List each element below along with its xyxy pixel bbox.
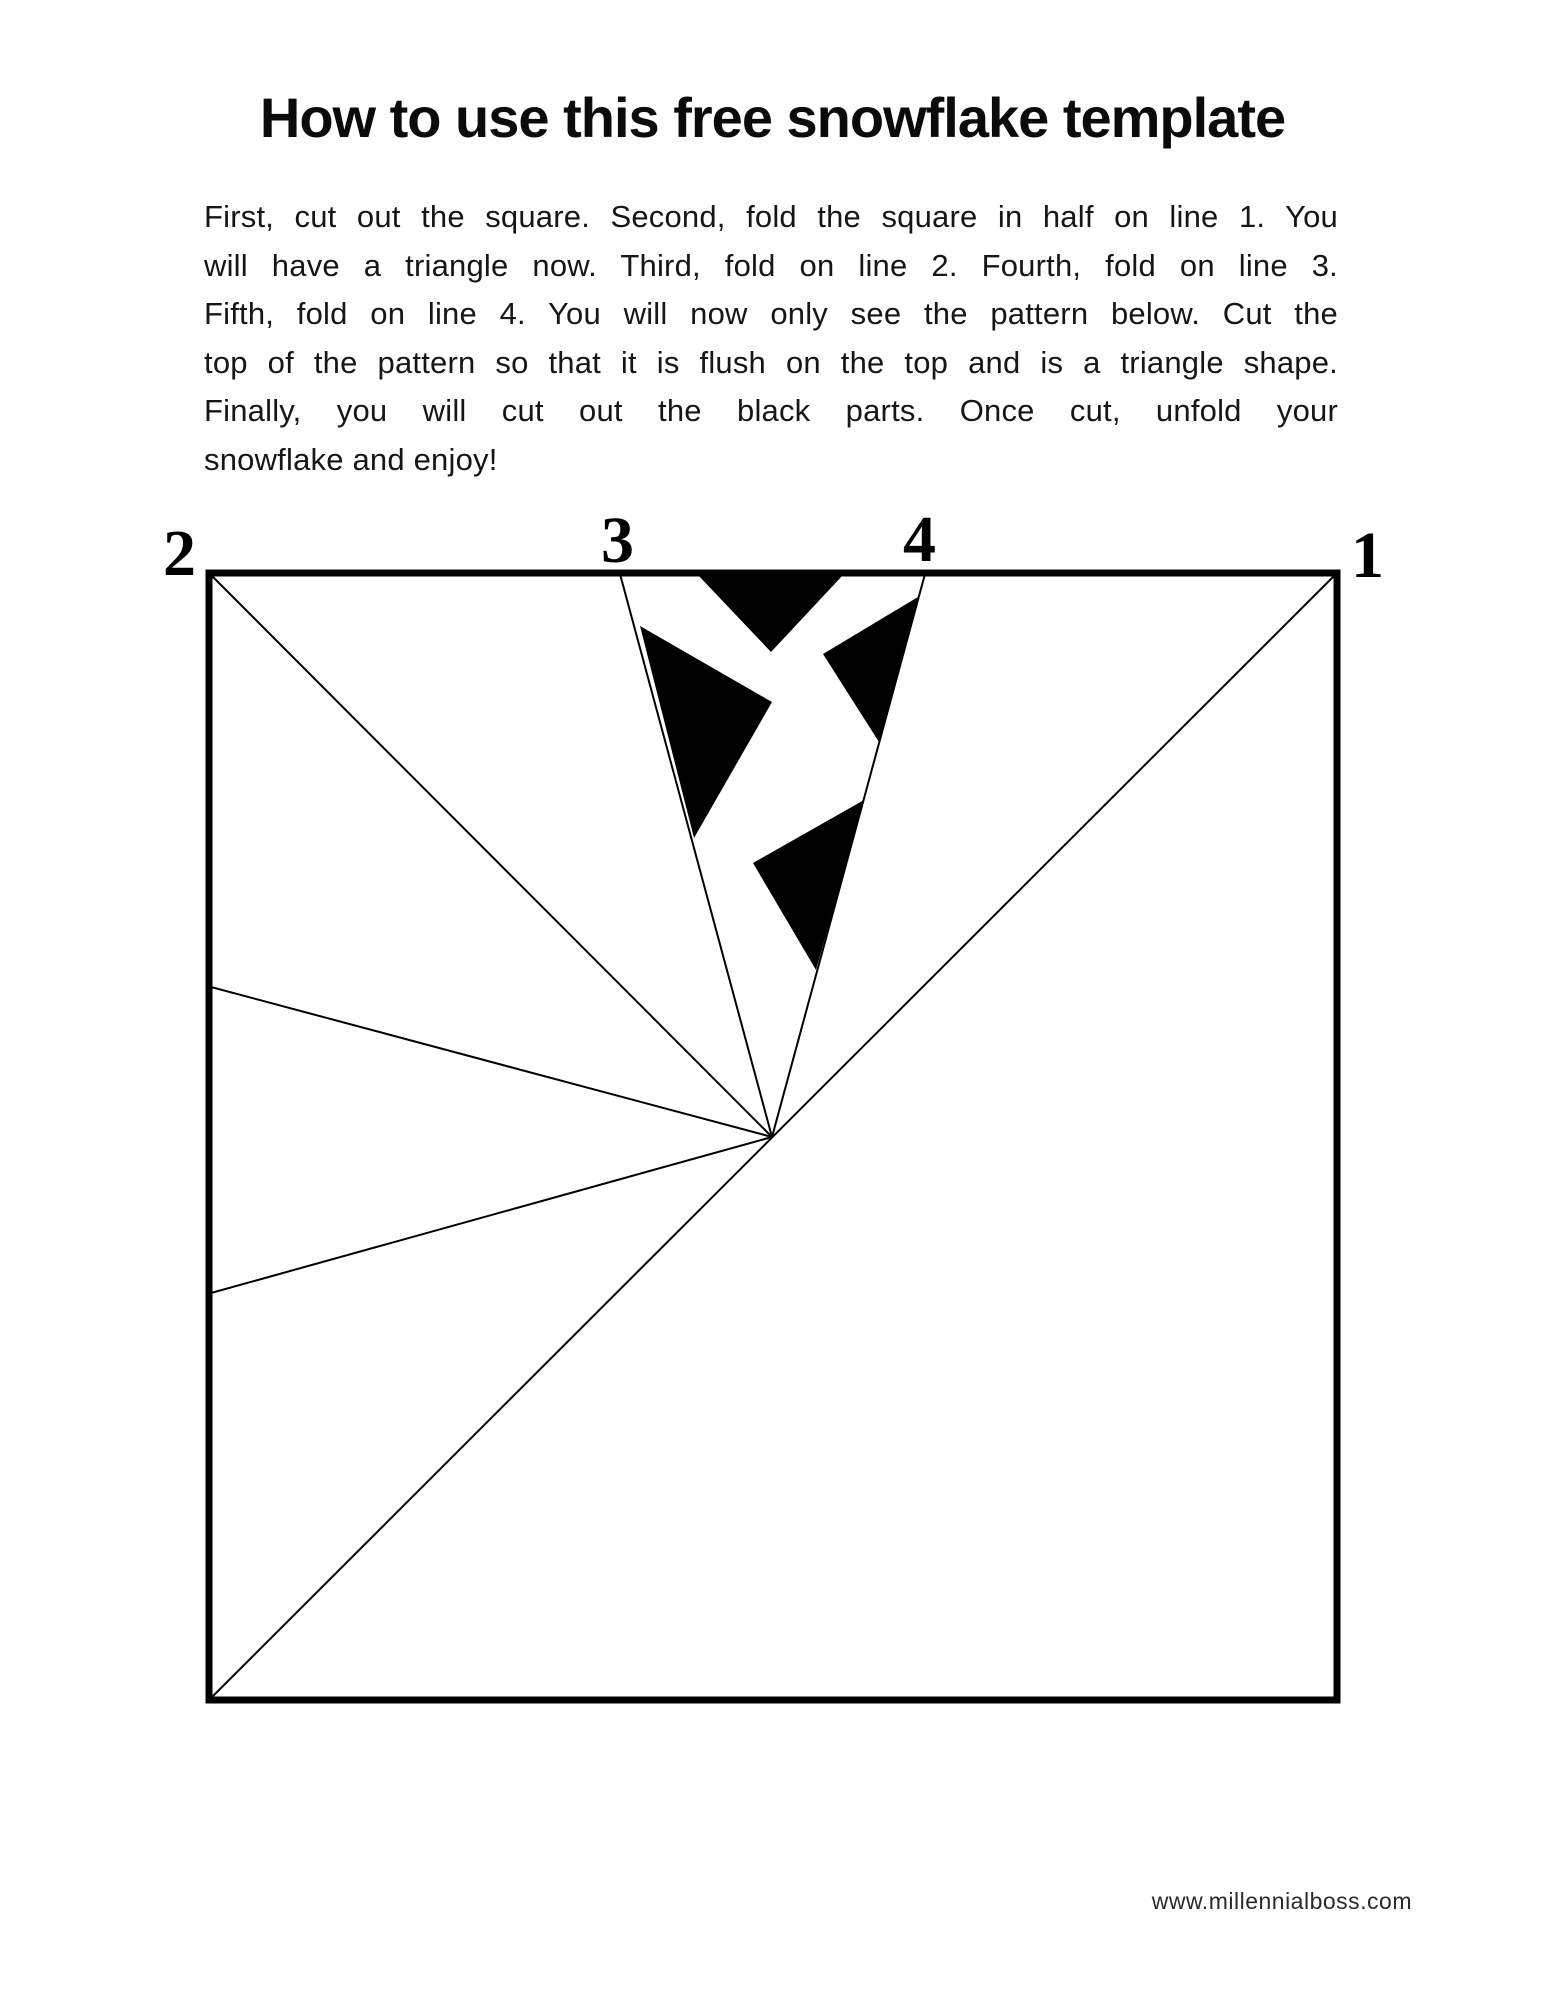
fold-label-4: 4 bbox=[903, 503, 936, 576]
instructions-line-4: top of the pattern so that it is flush on the top and is a triangle shape. bbox=[204, 344, 1338, 380]
cut-shape-top bbox=[698, 575, 843, 652]
fold-label-3: 3 bbox=[601, 504, 634, 577]
instructions-line-1: First, cut out the square. Second, fold the square in half on line 1. You bbox=[204, 199, 1338, 234]
cut-shape-bottom bbox=[753, 800, 864, 970]
fold-label-2: 2 bbox=[163, 517, 196, 590]
instructions-line-2: will have a triangle now. Third, fold on line 2. Fourth, fold on line 3. bbox=[204, 247, 1338, 283]
crease-line-upper-left bbox=[211, 987, 772, 1137]
footer-url: www.millennialboss.com bbox=[1151, 1888, 1412, 1914]
crease-line-lower-left bbox=[211, 1137, 772, 1293]
page-title: How to use this free snowflake template bbox=[259, 86, 1286, 149]
cut-shape-left bbox=[640, 626, 772, 838]
instructions-line-5: Finally, you will cut out the black parts. Once cut, unfold your bbox=[204, 393, 1338, 428]
cut-shape-right bbox=[823, 597, 918, 742]
instructions-line-6: snowflake and enjoy! bbox=[204, 441, 498, 477]
instructions-line-3: Fifth, fold on line 4. You will now only see the pattern below. Cut the bbox=[204, 296, 1338, 331]
fold-label-1: 1 bbox=[1351, 519, 1384, 592]
